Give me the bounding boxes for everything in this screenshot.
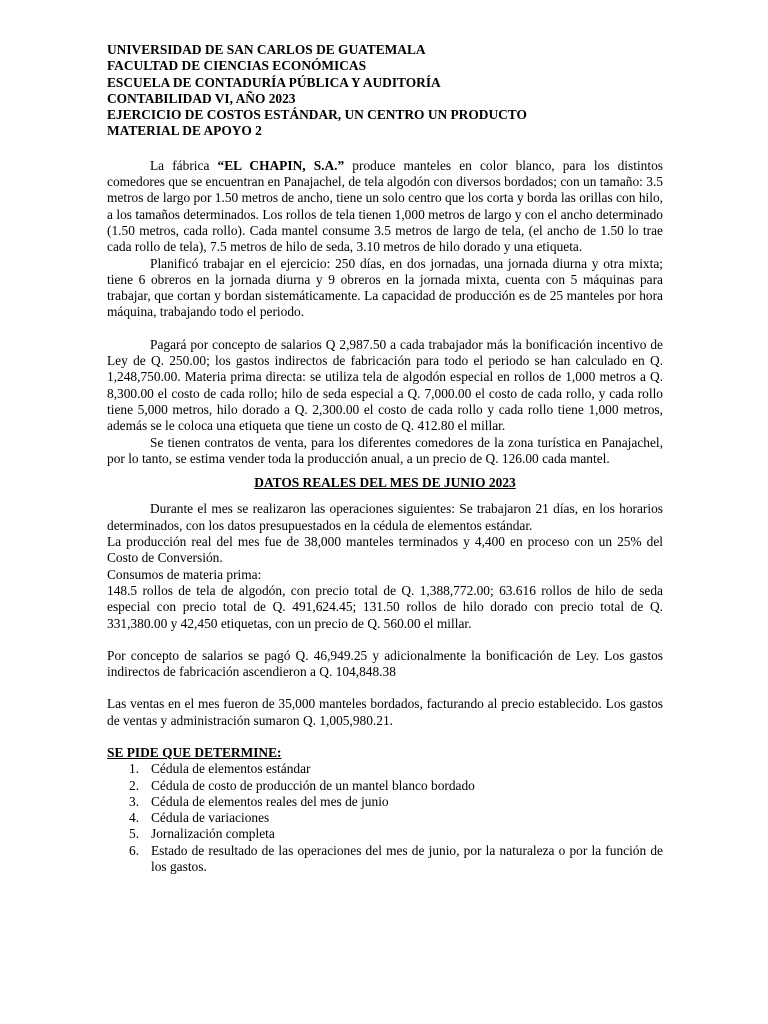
section-paragraph-4: 148.5 rollos de tela de algodón, con precio total de Q. 1,388,772.00; 63.616 rollos de hilo de seda especial con precio total de Q. 491,624.45; 131.50 rollos de hilo dorado con precio total de Q. 331,380.00 y 42,450 etiquetas, con un precio de Q. 560.00 el millar.: [107, 582, 663, 631]
list-item: [107, 810, 663, 826]
list-item-text: Jornalización completa: [151, 826, 275, 842]
header-school: ESCUELA DE CONTADURÍA PÚBLICA Y AUDITORÍA: [107, 74, 441, 90]
section-paragraph-6: Las ventas en el mes fueron de 35,000 manteles bordados, facturando al precio establecido. Los gastos de ventas y administración sumaron Q. 1,005,980.21.: [107, 696, 663, 728]
header-faculty: FACULTAD DE CIENCIAS ECONÓMICAS: [107, 58, 367, 74]
list-item-text: Cédula de variaciones: [151, 810, 270, 826]
list-item: [107, 826, 663, 842]
list-item: [107, 778, 663, 794]
intro-paragraph-1: [107, 158, 663, 256]
document-header: [107, 42, 663, 140]
list-item-text: Cédula de elementos reales del mes de junio: [151, 793, 389, 809]
intro-paragraph-2: Planificó trabajar en el ejercicio: 250 días, en dos jornadas, una jornada diurna y otra mixta; tiene 6 obreros en la jornada diurna y 9 obreros en la jornada mixta, cuenta con 5 máquinas para trabajar, que cortan y bordan sistemáticamente. La capacidad de producción es de 25 manteles por hora máquina, trabajando todo el periodo.: [107, 255, 663, 320]
header-course: CONTABILIDAD VI, AÑO 2023: [107, 90, 296, 106]
list-item: [107, 794, 663, 810]
list-item-number: 1.: [129, 761, 140, 777]
document-page: [107, 42, 663, 875]
intro-text-start: La fábrica: [150, 157, 218, 173]
intro-paragraph-3: Pagará por concepto de salarios Q 2,987.50 a cada trabajador más la bonificación incentivo de Ley de Q. 250.00; los gastos indirectos de fabricación para todo el periodo se han calculado en Q. 1,248,750.00. Materia prima directa: se utiliza tela de algodón especial en rollos de 1,000 metros a Q. 8,300.00 el costo de cada rollo; hilo de seda especial a Q. 7,000.00 el costo de cada rollo, y cada rollo tiene 5,000 metros, hilo dorado a Q. 2,300.00 el costo de cada rollo y cada rollo tiene 1,000 metros, además se le coloca una etiqueta que tiene un costo de Q. 412.80 el millar.: [107, 336, 663, 434]
list-item-text: Estado de resultado de las operaciones del mes de junio, por la naturaleza o por la función de los gastos.: [151, 842, 663, 875]
section-paragraph-5: Por concepto de salarios se pagó Q. 46,949.25 y adicionalmente la bonificación de Ley. Los gastos indirectos de fabricación ascendieron a Q. 104,848.38: [107, 647, 663, 680]
section-paragraph-2: La producción real del mes fue de 38,000 manteles terminados y 4,400 en proceso con un 25% del Costo de Conversión.: [107, 534, 663, 566]
list-item-text: Cédula de costo de producción de un mantel blanco bordado: [151, 777, 475, 793]
list-item-number: 3.: [129, 793, 140, 809]
company-name: “EL CHAPIN, S.A.”: [217, 157, 345, 173]
list-item-number: 2.: [129, 777, 140, 793]
tasks-list: [107, 761, 663, 875]
section-paragraph-3: Consumos de materia prima:: [107, 566, 262, 582]
list-item-number: 5.: [129, 826, 140, 842]
tasks-title: SE PIDE QUE DETERMINE:: [107, 744, 282, 760]
list-item-number: 6.: [129, 842, 140, 858]
intro-text-rest: produce manteles en color blanco, para los distintos comedores que se encuentran en Panajachel, de tela algodón con diversos bordados; con un tamaño: 3.5 metros de largo por 1.50 metros de ancho, tiene un solo centro que los corta y borda las orillas con hilo, a los tamaños determinados. Los rollos de tela tienen 1,000 metros de largo y con el ancho determinado (1.50 metros, cada rollo). Cada mantel consume 3.5 metros de largo de tela, (el ancho de 1.50 lo trae cada rollo de tela), 7.5 metros de hilo de seda, 3.10 metros de hilo dorado y una etiqueta.: [107, 157, 663, 255]
section-title: DATOS REALES DEL MES DE JUNIO 2023: [254, 475, 516, 491]
list-item: [107, 843, 663, 876]
header-material: MATERIAL DE APOYO 2: [107, 123, 262, 139]
list-item: [107, 761, 663, 777]
list-item-number: 4.: [129, 810, 140, 826]
header-exercise: EJERCICIO DE COSTOS ESTÁNDAR, UN CENTRO UN PRODUCTO: [107, 107, 527, 123]
list-item-text: Cédula de elementos estándar: [151, 761, 311, 777]
intro-paragraph-4: Se tienen contratos de venta, para los diferentes comedores de la zona turística en Panajachel, por lo tanto, se estima vender toda la producción anual, a un precio de Q. 126.00 cada mantel.: [107, 434, 663, 466]
header-university: UNIVERSIDAD DE SAN CARLOS DE GUATEMALA: [107, 42, 426, 57]
section-paragraph-1: Durante el mes se realizaron las operaciones siguientes: Se trabajaron 21 días, en los horarios determinados, con los datos presupuestados en la cédula de elementos estándar.: [107, 501, 663, 533]
